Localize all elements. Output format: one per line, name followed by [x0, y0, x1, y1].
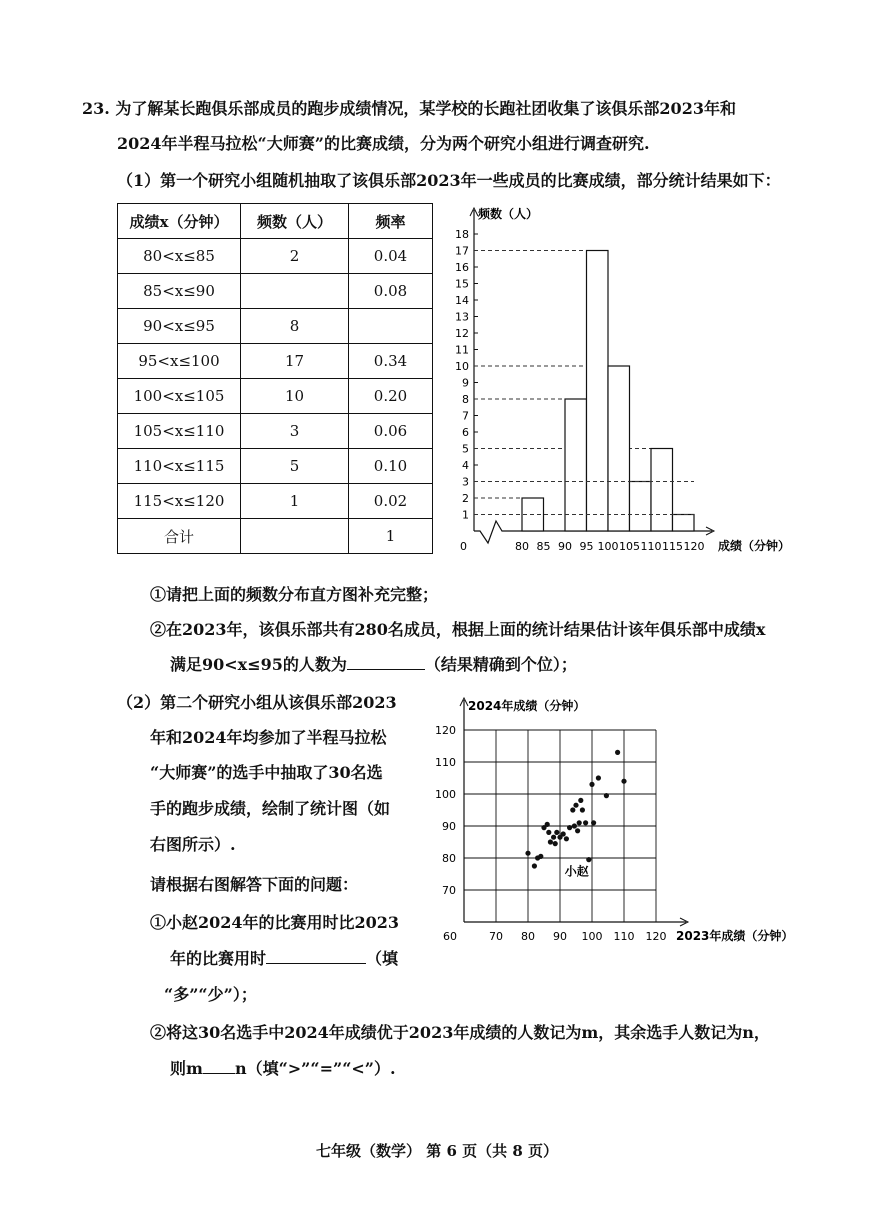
table-body: [118, 239, 433, 554]
y-axis-label: 频数（人）: [478, 207, 539, 221]
scatter-point: [567, 825, 572, 830]
x-tick-label: 85: [536, 540, 551, 553]
x-tick-label: 115: [662, 540, 683, 553]
question-3-line1: ①小赵2024年的比赛用时比2023: [150, 913, 400, 932]
x-tick-label: 60: [443, 930, 457, 943]
table-header-cell: 成绩x（分钟）: [118, 204, 241, 239]
x-tick-label: 120: [645, 930, 667, 943]
table-cell: 90<x≤95: [118, 309, 241, 344]
table-cell: 100<x≤105: [118, 379, 241, 414]
problem-number: 23.: [82, 99, 110, 118]
x-tick-label: 110: [640, 540, 662, 553]
scatter-point: [621, 779, 626, 784]
table-cell: 0.08: [349, 274, 433, 309]
y-tick-label: 16: [455, 261, 469, 274]
table-cell: 5: [241, 449, 349, 484]
table-cell: 95<x≤100: [118, 344, 241, 379]
scatter-point: [591, 820, 596, 825]
table-cell: 0.20: [349, 379, 433, 414]
y-tick-label: 80: [442, 852, 456, 865]
y-tick-label: 4: [462, 459, 469, 472]
x-tick-label: 100: [597, 540, 619, 553]
scatter-point: [572, 823, 577, 828]
table-cell: 0.10: [349, 449, 433, 484]
y-tick-label: 8: [462, 393, 469, 406]
answer-blank-q3[interactable]: [266, 947, 366, 964]
answer-blank-q4[interactable]: [203, 1057, 235, 1074]
table-cell: 合计: [118, 519, 241, 554]
table-header-cell: 频数（人）: [241, 204, 349, 239]
table-row: [118, 379, 433, 414]
question-3-line3: “多”“少”）；: [164, 985, 257, 1004]
histogram: [450, 200, 800, 560]
scatter-point: [575, 828, 580, 833]
y-tick-label: 5: [462, 442, 469, 456]
part2-line: 手的跑步成绩，绘制了统计图（如: [150, 799, 391, 818]
table-cell: 0.04: [349, 239, 433, 274]
y-tick-label: 10: [455, 360, 469, 373]
y-tick-label: 15: [455, 277, 469, 291]
scatter-point: [551, 835, 556, 840]
scatter-point: [580, 807, 585, 812]
y-tick-label: 110: [435, 756, 456, 769]
page-footer: 七年级（数学） 第 6 页（共 8 页）: [316, 1142, 558, 1160]
part2-line: “大师赛”的选手中抽取了30名选: [150, 763, 383, 782]
frequency-table: [117, 203, 433, 554]
table-cell: 115<x≤120: [118, 484, 241, 519]
table-cell: 80<x≤85: [118, 239, 241, 274]
x-tick-label: 70: [489, 930, 503, 943]
scatter-point: [564, 836, 569, 841]
y-tick-label: 6: [462, 426, 469, 439]
scatter-point: [532, 863, 537, 868]
x-tick-label: 90: [553, 930, 567, 943]
y-tick-label: 12: [455, 327, 469, 340]
x-tick-label: 80: [515, 540, 529, 553]
table-cell: 85<x≤90: [118, 274, 241, 309]
scatter-point: [586, 857, 591, 862]
scatter-point: [577, 820, 582, 825]
y-tick-label: 18: [455, 228, 469, 241]
table-cell[interactable]: [241, 519, 349, 554]
origin-label: 0: [460, 540, 467, 553]
question-2-line1: ②在2023年，该俱乐部共有280名成员，根据上面的统计结果估计该年俱乐部中成绩x: [150, 620, 766, 639]
scatter-point: [545, 822, 550, 827]
table-cell: 105<x≤110: [118, 414, 241, 449]
table-cell: 0.02: [349, 484, 433, 519]
scatter-point: [615, 750, 620, 755]
y-tick-label: 90: [442, 820, 456, 833]
annotation-xiaozhao: 小赵: [564, 864, 589, 879]
table-row: [118, 344, 433, 379]
part2-line: （2）第二个研究小组从该俱乐部2023: [117, 693, 397, 712]
table-row: [118, 414, 433, 449]
part2-line: 年和2024年均参加了半程马拉松: [150, 728, 387, 747]
scatter-point: [578, 798, 583, 803]
answer-blank-q2[interactable]: [347, 653, 425, 670]
question-2-line2: 满足90<x≤95的人数为 （结果精确到个位）；: [170, 655, 577, 674]
y-tick-label: 3: [462, 475, 469, 489]
table-cell: 0.34: [349, 344, 433, 379]
y-tick-label: 11: [455, 343, 469, 357]
table-cell: 17: [241, 344, 349, 379]
y-axis-label: 2024年成绩（分钟）: [468, 699, 586, 713]
scatter-point: [604, 793, 609, 798]
question-4-line2: 则m n（填“>”“=”“<”）.: [170, 1059, 396, 1078]
x-tick-label: 95: [579, 540, 594, 553]
table-cell: 10: [241, 379, 349, 414]
x-tick-label: 80: [521, 930, 535, 943]
x-axis-label: 2023年成绩（分钟）: [676, 929, 794, 943]
table-row: [118, 484, 433, 519]
scatter-point: [589, 782, 594, 787]
table-cell: 2: [241, 239, 349, 274]
table-cell[interactable]: [241, 274, 349, 309]
table-cell: 3: [241, 414, 349, 449]
y-tick-label: 120: [435, 724, 456, 737]
histogram-bar: [651, 449, 673, 532]
table-header-cell: 频率: [349, 204, 433, 239]
y-tick-label: 17: [455, 244, 469, 258]
y-tick-label: 2: [462, 492, 469, 505]
table-cell: 0.06: [349, 414, 433, 449]
x-tick-label: 105: [619, 540, 640, 553]
histogram-bar: [608, 366, 630, 531]
scatter-point: [553, 841, 558, 846]
table-cell: 1: [241, 484, 349, 519]
problem-intro-line2: 2024年半程马拉松“大师赛”的比赛成绩，分为两个研究小组进行调查研究.: [117, 134, 650, 153]
y-tick-label: 14: [455, 294, 469, 307]
y-tick-label: 100: [435, 788, 456, 801]
table-row: [118, 239, 433, 274]
scatter-point: [546, 830, 551, 835]
histogram-bar: [587, 251, 609, 532]
y-tick-label: 1: [462, 508, 469, 522]
scatter-point: [596, 775, 601, 780]
scatter-point: [554, 830, 559, 835]
scatter-point: [573, 803, 578, 808]
table-row: [118, 274, 433, 309]
x-tick-label: 110: [613, 930, 635, 943]
scatter-point: [570, 807, 575, 812]
table-cell: 1: [349, 519, 433, 554]
histogram-bar: [630, 482, 652, 532]
part1-heading: （1）第一个研究小组随机抽取了该俱乐部2023年一些成员的比赛成绩，部分统计结果如下：: [117, 171, 781, 190]
table-row: [118, 449, 433, 484]
x-tick-label: 90: [558, 540, 572, 553]
table-header-row: [118, 204, 433, 239]
scatter-point: [525, 851, 530, 856]
scatter-point: [548, 839, 553, 844]
x-tick-label: 120: [683, 540, 705, 553]
scatter-point: [561, 831, 566, 836]
problem-intro-line1: 23. 为了解某长跑俱乐部成员的跑步成绩情况，某学校的长跑社团收集了该俱乐部2023年和: [82, 99, 736, 118]
table-row: [118, 519, 433, 554]
y-tick-label: 13: [455, 310, 469, 324]
table-cell: 110<x≤115: [118, 449, 241, 484]
scatter-plot: [430, 690, 800, 950]
histogram-bar: [673, 515, 695, 532]
table-cell[interactable]: [349, 309, 433, 344]
scatter-point: [583, 820, 588, 825]
histogram-bar: [565, 399, 587, 531]
question-4-line1: ②将这30名选手中2024年成绩优于2023年成绩的人数记为m，其余选手人数记为n，: [150, 1023, 770, 1042]
question-1: ①请把上面的频数分布直方图补充完整；: [150, 585, 439, 604]
x-tick-label: 100: [581, 930, 603, 943]
question-3-line2: 年的比赛用时 （填: [170, 949, 399, 968]
y-tick-label: 7: [462, 409, 469, 423]
table-cell: 8: [241, 309, 349, 344]
part2-line: 请根据右图解答下面的问题：: [150, 875, 359, 894]
y-tick-label: 9: [462, 376, 469, 390]
table-row: [118, 309, 433, 344]
x-axis-label: 成绩（分钟）: [718, 539, 791, 553]
scatter-point: [538, 854, 543, 859]
y-tick-label: 70: [442, 884, 456, 897]
part2-line: 右图所示）.: [150, 835, 236, 854]
